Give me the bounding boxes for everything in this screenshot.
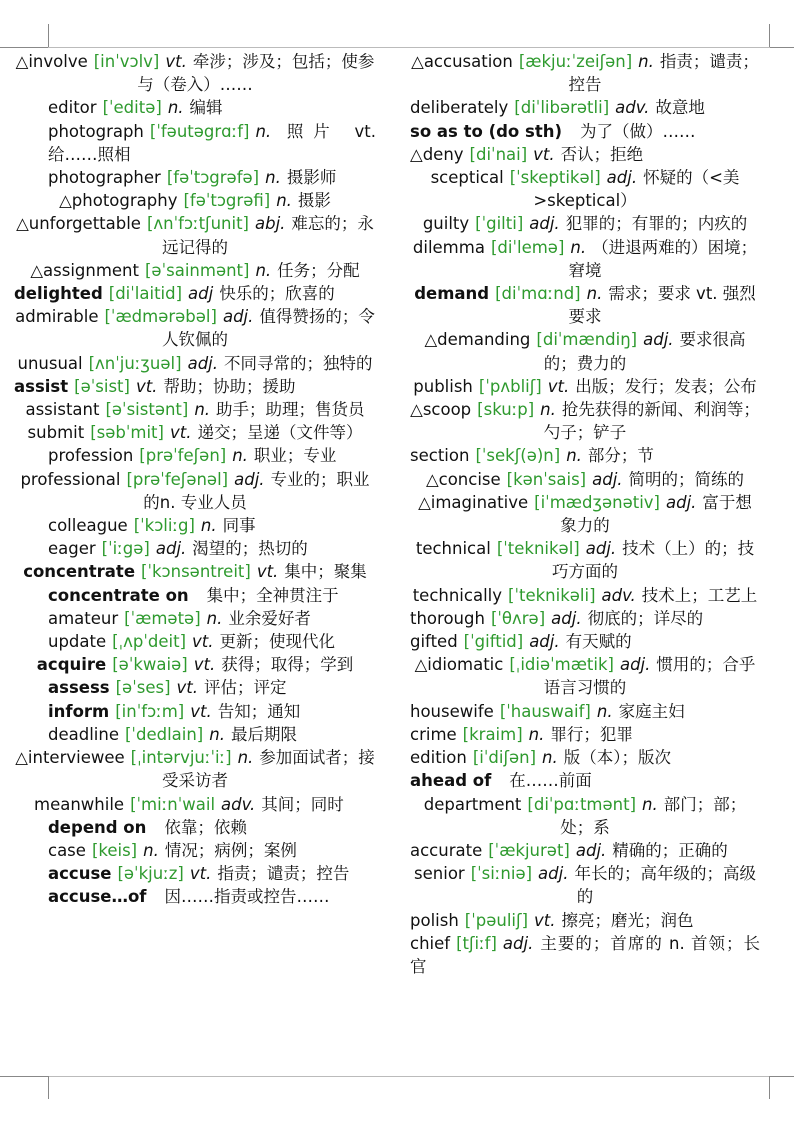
vocab-pos: vt. [176,678,198,698]
vocab-pos: vt. [193,655,216,675]
vocab-meaning: 编辑 [189,98,223,118]
vocab-phonetic: [ˈkɔliːg] [133,516,195,536]
vocab-meaning: 最后期限 [230,724,297,744]
vocab-pos: n. [209,724,225,744]
vocab-word: accuse…of [48,887,147,907]
vocab-phonetic: [skuːp] [477,400,535,420]
vocab-pos: adj. [187,353,218,373]
vocab-pos: n. [237,748,254,768]
vocab-meaning: 依靠；依赖 [164,817,247,837]
vocab-entry [410,839,760,862]
vocab-entry [14,444,376,467]
vocab-meaning: 抢先获得的新闻、利润等；勺子；铲子 [543,400,760,443]
vocab-pos: abj. [255,214,286,234]
vocab-meaning: 渴望的；热切的 [192,539,308,559]
vocab-pos: n. [143,840,159,860]
vocab-entry [410,212,760,235]
vocab-meaning: 指责；谴责；控告 [217,864,350,884]
vocab-pos: n. [167,98,184,118]
vocab-word: △imaginative [418,492,529,512]
vocab-phonetic: [ʌnˈjuːʒuəl] [88,353,182,373]
vocab-word: editor [48,98,97,118]
vocab-word: gifted [410,632,458,652]
vocab-pos: n. [232,446,248,466]
vocab-phonetic: [ˈskeptikəl] [509,168,601,188]
vocab-meaning: 出版；发行；发表；公布 [575,376,757,396]
vocab-pos: vt. [534,910,556,930]
crop-mark-bottom-left-v [48,1076,49,1099]
vocab-meaning: 年长的；高年级的；高级的 [574,864,756,907]
vocab-meaning: 获得；取得；学到 [221,655,354,675]
vocab-pos: adj. [502,933,534,953]
vocab-meaning: 技术（上）的；技巧方面的 [552,539,755,582]
vocab-meaning: 部分；节 [587,446,654,466]
vocab-entry [14,700,376,723]
vocab-entry [14,166,376,189]
vocab-entry [14,607,376,630]
vocab-entry [14,421,376,444]
vocab-meaning: 因……指责或控告…… [164,887,330,907]
vocab-meaning: 擦亮；磨光；润色 [561,910,694,930]
vocab-pos: adv. [615,98,650,118]
vocab-meaning: 指责；谴责；控告 [568,52,759,95]
vocab-entry [14,537,376,560]
vocab-word: thorough [410,608,485,628]
vocab-column-left [14,50,376,909]
vocab-word: professional [20,469,121,489]
vocab-meaning: 递交；呈递（文件等） [197,423,363,443]
vocab-meaning: （进退两难的）困境；窘境 [568,237,758,280]
vocab-word: △accusation [411,52,513,71]
vocab-phonetic: [ˈpəuliʃ] [464,910,529,930]
vocab-word: publish [413,376,473,396]
vocab-word: △assignment [30,260,139,280]
vocab-entry [410,630,760,653]
vocab-phonetic: [tʃiːf] [456,933,497,953]
vocab-meaning: 部门；部；处；系 [560,794,747,837]
vocab-word: admirable [15,307,99,327]
vocab-pos: n. [540,400,556,420]
vocab-meaning: 摄影师 [286,168,337,188]
vocab-entry [410,723,760,746]
vocab-word: △scoop [410,400,472,420]
vocab-pos: adj. [575,840,607,860]
vocab-meaning: 任务；分配 [277,260,360,280]
vocab-meaning: 难忘的；永远记得的 [162,214,374,257]
vocab-phonetic: [ˈækjurət] [488,840,570,860]
vocab-pos: vt. [165,52,187,71]
vocab-entry [410,96,760,119]
vocab-meaning: 告知；通知 [217,701,301,721]
crop-mark-top-right [770,47,794,48]
vocab-entry [14,746,376,792]
vocab-entry [410,700,760,723]
vocab-entry [14,885,376,908]
top-rule [48,47,770,48]
bottom-rule [48,1076,770,1077]
vocab-entry [14,630,376,653]
vocab-phonetic: [ˈteknikəli] [508,585,596,605]
vocab-phonetic: [ˈkɔnsəntreit] [141,562,251,582]
vocab-phonetic: [ˈfəutəgrɑːf] [149,121,250,141]
vocab-meaning: 简明的；简练的 [628,469,745,489]
vocab-phonetic: [ˈmiːnˈwail [130,794,216,814]
vocab-meaning: 罪行；犯罪 [550,724,633,744]
vocab-phonetic: [ˈhauswaif] [499,701,591,721]
crop-mark-top-left-v [48,24,49,47]
vocab-meaning: 否认；拒绝 [560,144,644,164]
vocab-entry [410,236,760,282]
vocab-entry [410,862,760,908]
vocab-phonetic: [diˈmændiŋ] [536,330,638,350]
vocab-entry [14,305,376,351]
vocab-meaning: 更新；使现代化 [219,632,335,652]
vocab-word: △unforgettable [16,214,141,234]
vocab-meaning: 评估；评定 [204,678,287,698]
vocab-word: meanwhile [34,794,125,814]
vocab-word: update [48,632,107,652]
vocab-pos: adj. [529,214,560,234]
vocab-word: submit [27,423,85,443]
vocab-phonetic: [səbˈmit] [90,423,164,443]
vocab-pos: adj. [643,330,674,350]
vocab-word: accuse [48,864,112,884]
vocab-phonetic: [kənˈsais] [506,469,587,489]
vocab-meaning: 惯用的；合乎语言习惯的 [543,655,756,698]
vocab-entry [410,143,760,166]
vocab-word: depend on [48,817,147,837]
vocab-pos: vt. [192,632,214,652]
vocab-phonetic: [ˈθʌrə] [490,608,546,628]
vocab-entry [14,189,376,212]
vocab-phonetic: [ˈædmərəbəl] [104,307,217,327]
vocab-meaning: 集中；聚集 [284,562,367,582]
vocab-pos: n. [265,168,281,188]
vocab-entry [14,120,376,166]
vocab-word: eager [48,539,96,559]
vocab-pos: adj. [585,539,617,559]
vocab-word: ahead of [410,771,492,791]
vocab-phonetic: [ˈgiftid] [463,632,524,652]
vocab-pos: adj [188,284,214,304]
vocab-entry [410,909,760,932]
vocab-word: case [48,840,86,860]
vocab-entry [410,746,760,769]
vocab-phonetic: [kraim] [462,724,523,744]
vocab-meaning: 职业；专业 [253,446,337,466]
vocab-word: sceptical [430,168,504,188]
vocab-meaning: 富于想象力的 [560,492,752,536]
vocab-pos: n. [206,608,223,628]
vocab-meaning: 犯罪的；有罪的；内疚的 [565,214,748,234]
vocab-phonetic: [ˈiːgə] [101,539,150,559]
vocab-pos: n. [528,724,545,744]
vocab-word: concentrate [23,562,136,582]
vocab-entry [14,653,376,676]
vocab-phonetic: [əˈkjuːz] [117,864,184,884]
vocab-pos: n. [642,794,658,814]
vocab-word: department [423,794,522,814]
vocab-meaning: 有天赋的 [565,632,632,652]
vocab-word: deliberately [410,98,509,118]
vocab-word: housewife [410,701,494,721]
vocab-meaning: 精确的；正确的 [612,840,728,860]
vocab-phonetic: [iˈdiʃən] [472,748,537,768]
vocab-phonetic: [əˈsist] [74,376,130,396]
vocab-entry [410,166,760,212]
vocab-pos: n. [255,121,272,141]
vocab-phonetic: [əˈkwaiə] [112,655,188,675]
vocab-phonetic: [ˈteknikəl] [496,539,580,559]
vocab-phonetic: [fəˈtɔgrəfə] [166,168,260,188]
vocab-word: △concise [425,469,501,489]
vocab-pos: vt. [135,376,158,396]
vocab-word: photograph [48,121,144,141]
vocab-entry [14,96,376,119]
vocab-word: amateur [48,608,119,628]
vocab-pos: n. [542,748,558,768]
vocab-word: guilty [422,214,470,234]
vocab-entry [410,491,760,537]
vocab-pos: adj. [538,864,569,884]
vocab-phonetic: [inˈvɔlv] [93,52,160,71]
vocab-entry [410,375,760,398]
vocab-entry [410,398,760,444]
vocab-pos: vt. [533,144,555,164]
vocab-phonetic: [keis] [91,840,138,860]
vocab-pos: n. [200,516,217,536]
vocab-word: photographer [48,168,161,188]
vocab-phonetic: [ˌidiəˈmætik] [509,655,614,675]
vocab-entry [14,584,376,607]
vocab-word: technical [415,539,491,559]
vocab-entry [410,282,760,328]
vocab-phonetic: [əˈsistənt] [105,400,189,420]
vocab-word: assess [48,678,110,698]
vocab-pos: n. [255,260,272,280]
vocab-meaning: 主要的；首席的 n. 首领；长官 [410,933,760,976]
vocab-phonetic: [ˌʌpˈdeit] [112,632,187,652]
vocab-word: △demanding [424,330,531,350]
crop-mark-bottom-left [0,1076,48,1077]
vocab-word: acquire [36,655,107,675]
vocab-entry [14,50,376,96]
vocab-entry [14,375,376,398]
vocab-word: edition [410,748,467,768]
vocab-entry [14,212,376,258]
vocab-word: chief [410,933,451,953]
vocab-phonetic: [iˈmædʒənətiv] [534,492,660,512]
vocab-entry [410,328,760,374]
vocab-entry [14,560,376,583]
vocab-entry [14,793,376,816]
vocab-meaning: 助手；助理；售货员 [216,400,365,420]
vocab-word: △idiomatic [414,655,504,675]
vocab-meaning: 业余爱好者 [228,608,311,628]
vocab-entry [410,769,760,792]
vocab-entry [410,607,760,630]
vocab-word: colleague [48,516,128,536]
vocab-word: △photography [59,191,178,211]
vocab-word: technically [412,585,503,605]
vocab-meaning: 照片 vt. 给……照相 [48,121,376,164]
vocab-word: unusual [17,353,83,373]
vocab-pos: vt. [189,864,212,884]
vocab-phonetic: [ˈæmətə] [124,608,201,628]
vocab-meaning: 快乐的；欣喜的 [219,284,335,304]
vocab-pos: adv. [221,794,256,814]
vocab-phonetic: [inˈfɔːm] [115,701,185,721]
vocab-pos: adj. [529,632,560,652]
vocab-word: assist [14,376,69,396]
vocab-phonetic: [ˈsiːniə] [470,864,533,884]
vocab-meaning: 技术上；工艺上 [641,585,758,605]
vocab-pos: adj. [666,492,697,512]
vocab-phonetic: [ˌintərvjuːˈiː] [130,748,232,768]
vocab-entry [14,816,376,839]
vocab-entry [410,444,760,467]
vocab-pos: n. [570,237,587,257]
vocab-entry [410,50,760,96]
vocab-meaning: 帮助；协助；援助 [163,376,296,396]
vocab-meaning: 要求很高的；费力的 [543,330,746,373]
vocab-entry [410,120,760,143]
vocab-meaning: 家庭主妇 [618,701,685,721]
vocab-pos: adv. [601,585,636,605]
vocab-meaning: 彻底的；详尽的 [587,608,704,628]
vocab-word: polish [410,910,459,930]
vocab-meaning: 牵涉；涉及；包括；使参与（卷入）…… [137,52,375,95]
vocab-entry [410,584,760,607]
vocab-entry [14,676,376,699]
vocab-pos: n. [596,701,613,721]
vocab-entry [14,839,376,862]
vocab-entry [14,514,376,537]
vocab-pos: adj. [222,307,254,327]
vocab-phonetic: [diˈlibərətli] [514,98,610,118]
vocab-pos: n. [586,284,603,304]
vocab-word: so as to (do sth) [410,121,562,141]
vocab-word: deadline [48,724,119,744]
vocab-entry [14,282,376,305]
vocab-meaning: 故意地 [655,98,705,118]
vocab-pos: adj. [234,469,265,489]
vocab-entry [14,468,376,514]
vocab-meaning: 在……前面 [509,771,592,791]
vocab-word: profession [48,446,134,466]
vocab-meaning: 需求；要求 vt. 强烈要求 [568,284,756,327]
vocab-word: concentrate on [48,585,189,605]
vocab-meaning: 版（本）；版次 [563,748,671,768]
vocab-phonetic: [ˈsekʃ(ə)n] [475,446,561,466]
crop-mark-bottom-right-v [769,1076,770,1099]
vocab-pos: adj. [155,539,187,559]
vocab-pos: n. [638,52,654,71]
crop-mark-top-left [0,47,48,48]
vocab-meaning: 其间；同时 [261,794,344,814]
vocab-phonetic: [ˈeditə] [102,98,162,118]
vocab-entry [410,793,760,839]
vocab-word: assistant [25,400,100,420]
vocab-entry [14,352,376,375]
vocab-pos: vt. [169,423,192,443]
vocab-entry [14,398,376,421]
vocab-word: section [410,446,470,466]
vocab-phonetic: [ʌnˈfɔːtʃunit] [146,214,249,234]
vocab-phonetic: [ˈpʌbliʃ] [478,376,542,396]
vocab-word: △deny [410,144,464,164]
vocab-phonetic: [fəˈtɔgrəfi] [183,191,271,211]
vocab-meaning: 集中；全神贯注于 [206,585,339,605]
vocab-meaning: 专业的；职业的n. 专业人员 [143,469,370,512]
vocab-pos: vt. [547,376,570,396]
vocab-pos: n. [566,446,582,466]
vocab-word: crime [410,724,457,744]
vocab-pos: vt. [256,562,279,582]
vocab-meaning: 参加面试者；接受采访者 [162,748,375,791]
vocab-phonetic: [prəˈfeʃən] [139,446,227,466]
vocab-meaning: 怀疑的（<美>skeptical） [533,168,740,211]
vocab-pos: adj. [619,655,651,675]
vocab-meaning: 为了（做）…… [580,121,696,141]
crop-mark-bottom-right [770,1076,794,1077]
vocab-entry [410,537,760,583]
vocab-phonetic: [prəˈfeʃənəl] [126,469,229,489]
vocab-phonetic: [əˈses] [115,678,171,698]
vocab-entry [14,862,376,885]
crop-mark-top-right-v [769,24,770,47]
vocab-meaning: 情况；病例；案例 [164,840,297,860]
vocab-word: delighted [14,284,103,304]
vocab-pos: adj. [592,469,623,489]
vocab-word: demand [414,284,490,304]
vocab-phonetic: [diˈlaitid] [108,284,183,304]
vocab-pos: vt. [190,701,212,721]
vocab-entry [410,932,760,978]
vocab-phonetic: [ˈgilti] [475,214,524,234]
vocab-phonetic: [ˈdedlain] [125,724,204,744]
vocab-word: dilemma [412,237,485,257]
vocab-word: accurate [410,840,483,860]
vocab-meaning: 摄影 [297,191,331,211]
vocab-phonetic: [əˈsainmənt] [145,260,250,280]
vocab-entry [410,468,760,491]
vocab-phonetic: [diˈnai] [469,144,528,164]
vocab-phonetic: [ækjuːˈzeiʃən] [518,52,633,71]
vocab-pos: adj. [606,168,638,188]
vocab-meaning: 值得赞扬的；令人钦佩的 [162,307,375,350]
vocab-word: △involve [15,52,88,71]
vocab-column-right [410,50,760,978]
vocab-entry [410,653,760,699]
vocab-meaning: 同事 [222,516,256,536]
vocab-phonetic: [diˈpɑːtmənt] [527,794,637,814]
vocab-word: senior [414,864,465,884]
vocab-word: inform [48,701,110,721]
vocab-entry [14,723,376,746]
vocab-pos: n. [276,191,292,211]
vocab-phonetic: [diˈlemə] [490,237,565,257]
vocab-pos: n. [194,400,211,420]
vocab-meaning: 不同寻常的；独特的 [224,353,373,373]
vocab-entry [14,259,376,282]
vocab-pos: adj. [551,608,582,628]
vocab-word: △interviewee [15,748,125,768]
vocab-phonetic: [diˈmɑːnd] [495,284,581,304]
